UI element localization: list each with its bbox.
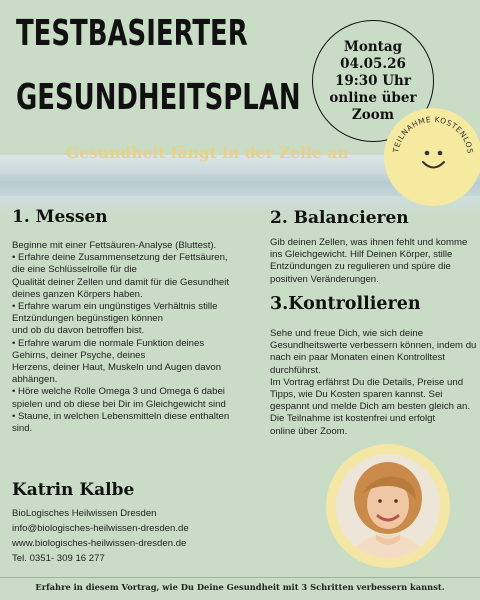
balancieren-line: ins Gleichgewicht. Hilf Deinen Körper, stille [270, 249, 453, 261]
kontrollieren-line: gespannt und melde Dich am besten gleich an. [270, 401, 470, 413]
messen-line: deines ganzen Körpers haben. [12, 288, 143, 300]
section-messen-body [12, 240, 258, 435]
messen-line: Herzens, deiner Haut, Muskeln und Augen davon [12, 362, 222, 374]
event-mode: online über [329, 89, 417, 106]
contact-website[interactable]: www.biologisches-heilwissen-dresden.de [12, 538, 187, 549]
kontrollieren-line: Im Vortrag erfährst Du die Details, Preise und [270, 376, 464, 388]
badge-graphic [384, 108, 480, 206]
messen-line: Gehirns, deiner Psyche, deines [12, 349, 146, 361]
balancieren-line: positiven Veränderungen. [270, 273, 379, 285]
kontrollieren-line: Sehe und freue Dich, wie sich deine [270, 328, 424, 339]
footer-tagline: Erfahre in diesem Vortrag, wie Du Deine Gesundheit mit 3 Schritten verbessern kannst. [35, 582, 445, 592]
section-balancieren-body [270, 237, 470, 286]
kontrollieren-line: online über Zoom. [270, 425, 348, 437]
messen-line: • Erfahre warum ein ungünstiges Verhältnis stille [12, 301, 218, 313]
free-participation-badge [384, 108, 480, 206]
messen-line: Entzündungen begünstigen können [12, 313, 163, 325]
messen-line: spielen und ob diese bei Dir im Gleichgewicht sind [12, 398, 226, 410]
messen-line: • Erfahre deine Zusammensetzung der Fettsäuren, [12, 252, 228, 264]
badge-text: TEILNAHME KOSTENLOS [391, 114, 475, 155]
messen-line: die eine Schlüsselrolle für die [12, 264, 137, 276]
section-kontrollieren-title: 3.Kontrollieren [270, 294, 421, 314]
messen-line: Beginne mit einer Fettsäuren-Analyse (Bluttest). [12, 240, 217, 251]
event-time: 19:30 Uhr [335, 72, 411, 89]
kontrollieren-line: nach ein paar Monaten einen Kontrolltest [270, 352, 445, 364]
kontrollieren-line: Tipps, wie Du Kosten sparen kannst. Sei [270, 389, 443, 401]
messen-line: • Erfahre warum die normale Funktion deines [12, 337, 205, 349]
messen-line: Qualität deiner Zellen und damit für die Gesundheit [12, 276, 230, 288]
messen-line: • Staune, in welchen Lebensmitteln diese enthalten [12, 410, 230, 422]
contact-company: BioLogisches Heilwissen Dresden [12, 508, 157, 519]
portrait-photo [336, 454, 440, 558]
contact-email[interactable]: info@biologisches-heilwissen-dresden.de [12, 523, 189, 534]
smiley-face-icon [423, 151, 444, 168]
balancieren-line: Entzündungen zu regulieren und spüre die [270, 261, 451, 273]
messen-line: sind. [12, 423, 33, 435]
footer-divider [0, 577, 480, 578]
contact-phone: Tel. 0351- 309 16 277 [12, 553, 105, 564]
kontrollieren-line: durchführst. [270, 364, 321, 376]
section-balancieren-title: 2. Balancieren [270, 208, 409, 228]
contact-name: Katrin Kalbe [12, 480, 135, 500]
title-line-2: GESUNDHEITSPLAN [16, 77, 301, 118]
balancieren-line: Gib deinen Zellen, was ihnen fehlt und komme [270, 237, 468, 248]
event-day: Montag [343, 38, 403, 55]
section-kontrollieren-body [270, 328, 477, 438]
title-line-1: TESTBASIERTER [16, 13, 248, 54]
messen-line: • Höre welche Rolle Omega 3 und Omega 6 dabei [12, 386, 225, 398]
section-messen-title: 1. Messen [12, 207, 108, 227]
slogan: Gesundheit fängt in der Zelle an [66, 143, 349, 162]
messen-line: abhängen. [12, 374, 58, 386]
kontrollieren-line: Gesundheitswerte verbessern können, indem du [270, 340, 477, 352]
kontrollieren-line: Die Teilnahme ist kostenfrei und erfolgt [270, 413, 436, 425]
event-date: 04.05.26 [340, 55, 406, 72]
portrait-illustration [336, 454, 440, 558]
messen-line: und ob du davon betroffen bist. [12, 325, 145, 337]
contact-details [12, 506, 189, 566]
event-platform: Zoom [351, 106, 395, 123]
